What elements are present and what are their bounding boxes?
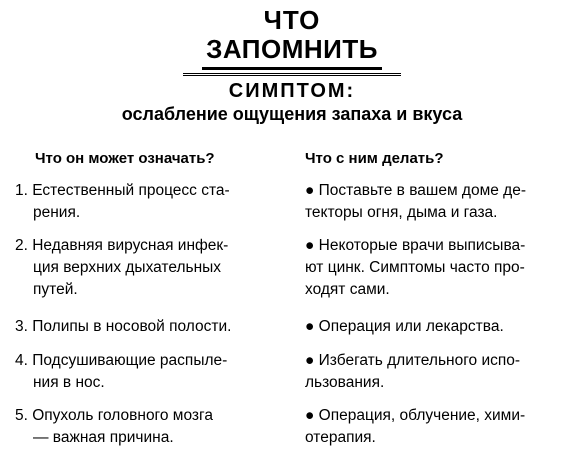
symptom-text: ослабление ощущения запаха и вкуса <box>121 104 463 124</box>
action-3-line-1: ● Операция или лекарства. <box>305 318 504 335</box>
title-line-1: ЧТО <box>263 5 321 35</box>
cause-2-line-2: ция верхних дыхательных <box>33 259 222 276</box>
right-column-heading: Что с ним делать? <box>305 150 444 167</box>
action-1-line-1: ● Поставьте в вашем доме де- <box>305 182 526 199</box>
cause-5-line-1: 5. Опухоль головного мозга <box>15 407 213 424</box>
cause-item-5 <box>15 405 280 449</box>
action-item-1 <box>305 180 575 224</box>
cause-item-1 <box>15 180 280 224</box>
cause-item-2 <box>15 235 280 301</box>
left-column-heading: Что он может означать? <box>35 150 215 167</box>
action-4-line-2: льзования. <box>305 374 385 391</box>
title-divider <box>183 73 401 76</box>
title-line-2 <box>0 34 584 70</box>
action-2-line-3: ходят сами. <box>305 281 390 298</box>
cause-4-line-2: ния в нос. <box>33 374 105 391</box>
action-5-line-2: отерапия. <box>305 429 376 446</box>
action-2-line-2: ют цинк. Симптомы часто про- <box>305 259 525 276</box>
action-item-5 <box>305 405 575 449</box>
action-1-line-2: текторы огня, дыма и газа. <box>305 204 498 221</box>
cause-4-line-1: 4. Подсушивающие распыле- <box>15 352 228 369</box>
cause-2-line-3: путей. <box>33 281 78 298</box>
title-line-2-text: ЗАПОМНИТЬ <box>202 34 382 70</box>
action-5-line-1: ● Операция, облучение, хими- <box>305 407 526 424</box>
action-4-line-1: ● Избегать длительного испо- <box>305 352 521 369</box>
cause-3-line-1: 3. Полипы в носовой полости. <box>15 318 232 335</box>
cause-1-line-1: 1. Естественный процесс ста- <box>15 182 230 199</box>
cause-2-line-1: 2. Недавняя вирусная инфек- <box>15 237 229 254</box>
cause-item-3 <box>15 316 280 338</box>
cause-item-4 <box>15 350 280 394</box>
action-item-2 <box>305 235 575 301</box>
cause-5-line-2: — важная причина. <box>33 429 174 446</box>
cause-1-line-2: рения. <box>33 204 81 221</box>
action-2-line-1: ● Некоторые врачи выписыва- <box>305 237 526 254</box>
action-item-3 <box>305 316 575 338</box>
symptom-label: СИМПТОМ: <box>228 80 356 102</box>
action-item-4 <box>305 350 575 394</box>
